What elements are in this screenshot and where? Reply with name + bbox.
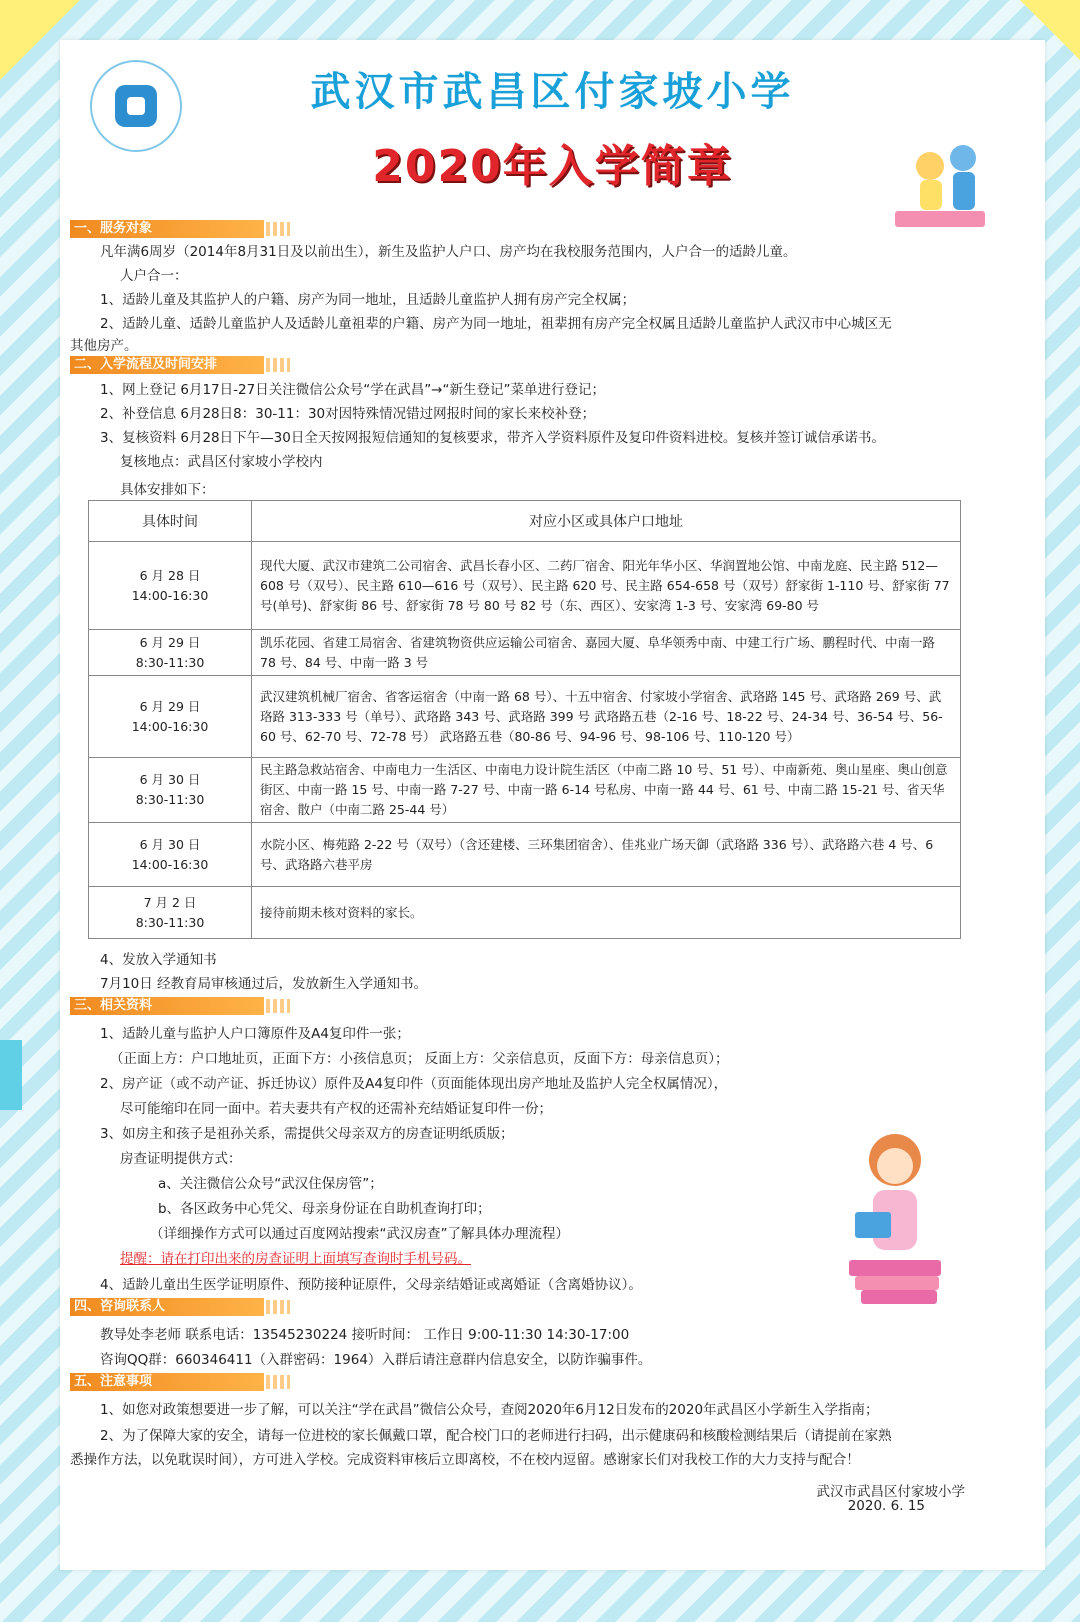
kids-illustration [885, 136, 1005, 246]
material-1-detail: （正面上方：户口地址页，正面下方：小孩信息页； 反面上方：父亲信息页，反面下方：母亲信息页）； [110, 1051, 729, 1067]
row-address: 水院小区、梅苑路 2-22 号（双号）（含还建楼、三环集团宿舍）、佳兆业广场天御（武珞路 336 号）、武珞路六巷 4 号、6 号、武珞路六巷平房 [252, 823, 961, 887]
table-row [89, 758, 961, 823]
row-address: 武汉建筑机械厂宿舍、省客运宿舍（中南一路 68 号）、十五中宿舍、付家坡小学宿舍、武珞路 145 号、武珞路 269 号、武珞路 313-333 号（单号）、武珞路 343 号、武珞路 399 号 武珞路五巷（2-16 号、18-22 号、24-34 号、36-54 号、56-60 号、62-70 号、72-78 号） 武珞路五巷（80-86 号、94-96 号、98-106 号、110-120 号） [252, 676, 961, 758]
table-row [89, 676, 961, 758]
signature-date: 2020. 6. 15 [847, 1498, 925, 1514]
row-address: 现代大厦、武汉市建筑二公司宿舍、武昌长春小区、二药厂宿舍、阳光年华小区、华润置地公馆、中南龙庭、民主路 512—608 号（双号）、民主路 610—616 号（双号）、民主路 620 号、民主路 654-658 号（双号）舒家街 1-110 号、舒家街 77 号(单号)、舒家街 86 号、舒家街 78 号 80 号 82 号（东、西区）、安家湾 1-3 号、安家湾 69-80 号 [252, 542, 961, 630]
material-1: 1、适龄儿童与监护人户口簿原件及A4复印件一张； [100, 1026, 410, 1042]
material-4: 4、适龄儿童出生医学证明原件、预防接种证原件，父母亲结婚证或离婚证（含离婚协议）。 [100, 1277, 642, 1293]
girl-reading-illustration [835, 1120, 955, 1320]
service-sub: 人户合一： [120, 268, 188, 284]
row-time: 6 月 28 日 14:00-16:30 [89, 542, 252, 630]
reminder: 提醒：请在打印出来的房查证明上面填写查询时手机号码。 [120, 1251, 471, 1267]
process-2: 2、补登信息 6月28日8：30-11：30对因特殊情况错过网报时间的家长来校补登； [100, 406, 596, 422]
process-4-detail: 7月10日 经教育局审核通过后，发放新生入学通知书。 [100, 976, 428, 992]
service-item-2b: 其他房产。 [70, 338, 138, 354]
material-3-a: a、关注微信公众号“武汉住保房管”； [158, 1176, 383, 1192]
table-header-time: 具体时间 [89, 501, 252, 542]
row-time: 6 月 30 日 8:30-11:30 [89, 758, 252, 823]
note-2a: 2、为了保障大家的安全，请每一位进校的家长佩戴口罩，配合校门口的老师进行扫码，出示健康码和核酸检测结果后（请提前在家熟 [100, 1428, 892, 1444]
table-header-address: 对应小区或具体户口地址 [252, 501, 961, 542]
school-name: 武汉市武昌区付家坡小学 [310, 69, 795, 115]
process-3: 3、复核资料 6月28日下午—30日全天按网报短信通知的复核要求，带齐入学资料原件及复印件资料进校。复核并签订诚信承诺书。 [100, 430, 885, 446]
section-process-heading: 二、入学流程及时间安排 [70, 356, 264, 374]
table-row [89, 887, 961, 939]
material-2-detail: 尽可能缩印在同一面中。若夫妻共有产权的还需补充结婚证复印件一份； [120, 1101, 552, 1117]
row-time: 6 月 29 日 8:30-11:30 [89, 630, 252, 676]
table-row [89, 823, 961, 887]
material-3-sub: 房查证明提供方式： [120, 1151, 242, 1167]
row-time: 6 月 29 日 14:00-16:30 [89, 676, 252, 758]
table-header-row [89, 501, 961, 542]
process-4: 4、发放入学通知书 [100, 952, 217, 968]
row-address: 民主路急救站宿舍、中南电力一生活区、中南电力设计院生活区（中南二路 10 号、51 号）、中南新苑、奥山星座、奥山创意街区、中南一路 15 号、中南一路 7-27 号、中南一路 6-14 号私房、中南一路 44 号、61 号、中南二路 15-21 号、省天华宿舍、散户（中南二路 25-44 号） [252, 758, 961, 823]
side-decoration [0, 1040, 22, 1110]
schedule-table [88, 500, 961, 939]
service-intro: 凡年满6周岁（2014年8月31日及以前出生），新生及监护人户口、房产均在我校服务范围内，人户合一的适龄儿童。 [100, 244, 797, 260]
section-materials-heading: 三、相关资料 [70, 997, 264, 1015]
row-address: 凯乐花园、省建工局宿舍、省建筑物资供应运输公司宿舍、嘉园大厦、阜华领秀中南、中建工行广场、鹏程时代、中南一路 78 号、84 号、中南一路 3 号 [252, 630, 961, 676]
section-contact-heading: 四、咨询联系人 [70, 1298, 264, 1316]
service-item-2a: 2、适龄儿童、适龄儿童监护人及适龄儿童祖辈的户籍、房产为同一地址，祖辈拥有房产完全权属且适龄儿童监护人武汉市中心城区无 [100, 316, 892, 332]
material-3-note: （详细操作方式可以通过百度网站搜索“武汉房查”了解具体办理流程） [150, 1226, 569, 1242]
note-2b: 悉操作方法，以免耽误时间），方可进入学校。完成资料审核后立即离校，不在校内逗留。感谢家长们对我校工作的大力支持与配合！ [70, 1452, 860, 1468]
contact-qq: 咨询QQ群：660346411（入群密码：1964）入群后请注意群内信息安全，以防诈骗事件。 [100, 1352, 652, 1368]
process-3-location: 复核地点：武昌区付家坡小学校内 [120, 454, 323, 470]
contact-teacher: 教导处李老师 联系电话：13545230224 接听时间： 工作日 9:00-11:30 14:30-17:00 [100, 1327, 630, 1343]
arrangement-label: 具体安排如下： [120, 482, 215, 498]
service-item-1: 1、适龄儿童及其监护人的户籍、房产为同一地址，且适龄儿童监护人拥有房产完全权属； [100, 292, 636, 308]
section-service-heading: 一、服务对象 [70, 220, 264, 238]
table-row [89, 630, 961, 676]
material-2: 2、房产证（或不动产证、拆迁协议）原件及A4复印件（页面能体现出房产地址及监护人完全权属情况）， [100, 1076, 728, 1092]
process-1: 1、网上登记 6月17日-27日关注微信公众号“学在武昌”→“新生登记”菜单进行登记； [100, 382, 605, 398]
notice-paper [60, 40, 1045, 1570]
signature: 武汉市武昌区付家坡小学 [816, 1484, 965, 1500]
row-address: 接待前期未核对资料的家长。 [252, 887, 961, 939]
table-row [89, 542, 961, 630]
row-time: 7 月 2 日 8:30-11:30 [89, 887, 252, 939]
material-3-b: b、各区政务中心凭父、母亲身份证在自助机查询打印； [158, 1201, 491, 1217]
note-1: 1、如您对政策想要进一步了解，可以关注“学在武昌”微信公众号，查阅2020年6月12日发布的2020年武昌区小学新生入学指南； [100, 1402, 879, 1418]
row-time: 6 月 30 日 14:00-16:30 [89, 823, 252, 887]
material-3: 3、如房主和孩子是祖孙关系，需提供父母亲双方的房查证明纸质版； [100, 1126, 514, 1142]
notice-title: 2020年入学简章 [372, 141, 733, 192]
section-notes-heading: 五、注意事项 [70, 1373, 264, 1391]
